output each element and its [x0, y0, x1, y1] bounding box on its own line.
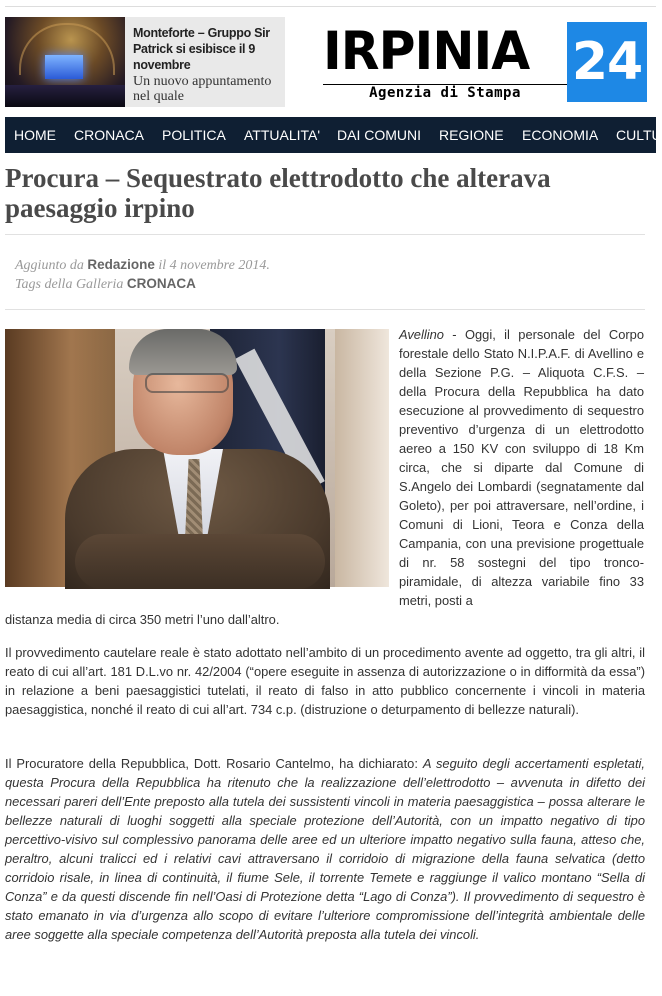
featured-title-link[interactable]: Monteforte – Gruppo Sir Patrick si esibisce il 9 novembre [133, 26, 270, 72]
paragraph-2: Il provvedimento cautelare reale è stato adottato nell’ambito di un procedimento avente ad oggetto, tra gli altri, il reato di cui all’art. 181 D.L.vo nr. 42/2004 (“opere eseguite in assenza di autorizzazione o in difformità da essa”) in relazione a beni paesaggistici tutelati, il reato di falso in atto pubblico concernente i vincoli in materia paesaggistica, nonché il reato di cui all’art. 734 c.p. (distruzione o deturpamento di bellezze naturali). [5, 645, 645, 717]
meta-divider [5, 309, 645, 310]
nav-item-attualita[interactable]: ATTUALITA' [244, 127, 321, 143]
photo-glasses [145, 373, 229, 393]
article-date: il 4 novembre 2014. [158, 258, 270, 273]
author-link[interactable]: Redazione [87, 257, 155, 272]
tags-prefix: Tags della Galleria [15, 277, 124, 292]
featured-excerpt: Un nuovo appuntamento nel quale [133, 74, 272, 104]
main-navigation [5, 117, 662, 153]
article-tags [15, 274, 196, 294]
nav-item-regione[interactable]: REGIONE [439, 127, 504, 143]
photo-light-wall [335, 329, 389, 587]
featured-thumbnail[interactable] [5, 17, 125, 107]
paragraph-3-intro: Il Procuratore della Repubblica, Dott. Rosario Cantelmo, ha dichiarato: [5, 756, 423, 771]
top-divider [5, 6, 656, 7]
site-logo[interactable] [323, 22, 647, 102]
stage-screen [45, 55, 83, 79]
logo-number-box: 24 [567, 22, 647, 102]
featured-article-card[interactable] [5, 17, 285, 107]
stage [5, 85, 125, 107]
lead-paragraph [399, 325, 644, 610]
paragraph-3 [5, 754, 645, 944]
nav-item-economia[interactable]: ECONOMIA [522, 127, 599, 143]
lead-place: Avellino [399, 327, 444, 342]
tag-link-cronaca[interactable]: CRONACA [126, 276, 196, 291]
lead-paragraph-end: distanza media di circa 350 metri l’uno dall’altro. [5, 612, 280, 627]
nav-item-politica[interactable]: POLITICA [162, 127, 226, 143]
nav-item-dai-comuni[interactable]: DAI COMUNI [337, 127, 421, 143]
lead-text: - Oggi, il personale del Corpo forestale dello Stato N.I.P.A.F. di Avellino e della Sezione P.G. – Aliquota C.F.S. – della Procura della Repubblica ha dato esecuzione al provvedimento di sequestro preventivo d’urgenza di un elettrodotto aereo a 150 KV con sviluppo di 18 Km circa, che si diparte dal Comune di S.Angelo dei Lombardi (segnatamente dal Goleto), per poi attraversare, nell’ordine, i Comuni di Lioni, Teora e Conza della Campania, con una previsione progettuale di nr. 58 sostegni del tipo tronco-piramidale, di altezza variabile fino 33 metri, posti a [399, 327, 644, 608]
photo-crossed-arms [75, 534, 325, 589]
nav-item-cultura[interactable]: CULTU [616, 127, 662, 143]
article-byline [15, 255, 270, 275]
logo-wordmark: IRPINIA [323, 21, 530, 82]
nav-item-cronaca[interactable]: CRONACA [74, 127, 145, 143]
article-photo [5, 329, 389, 587]
article-title: Procura – Sequestrato elettrodotto che alterava paesaggio irpino [5, 163, 551, 223]
photo-man-hair [129, 329, 237, 375]
nav-item-home[interactable]: HOME [14, 127, 56, 143]
title-divider [5, 234, 645, 235]
byline-prefix: Aggiunto da [15, 258, 84, 273]
prosecutor-quote: A seguito degli accertamenti espletati, questa Procura della Repubblica ha ritenuto che la realizzazione dell’elettrodotto – avvenuta in difetto dei necessari pareri dell’Ente preposto alla tutela dei sussistenti vincoli in materia paesaggistica – possa alterare le bellezze naturali di luoghi soggetti alla speciale protezione dell’Autorità, con un impatto negativo di tipo percettivo-visivo sul complessivo panorama delle aree ed un ulteriore impatto negativo sulla fauna, atteso che, peraltro, alcuni tralicci ed i relativi cavi attraversano il corridoio di migrazione della fauna selvatica (detto corridoio risale, in linea di continuità, il fiume Sele, il torrente Temete e raggiunge il valico montano “Sella di Conza” e da questi discende fin nell’Oasi di Protezione detta “Lago di Conza”). Il provvedimento di sequestro è stato emanato in via d’urgenza allo scopo di evitare l’ulteriore compromissione dell’integrità ambientale delle aree soggette alla speciale competenza dell’Autorità preposta alla tutela dei vincoli. [5, 756, 646, 942]
logo-subtitle: Agenzia di Stampa [323, 84, 567, 101]
